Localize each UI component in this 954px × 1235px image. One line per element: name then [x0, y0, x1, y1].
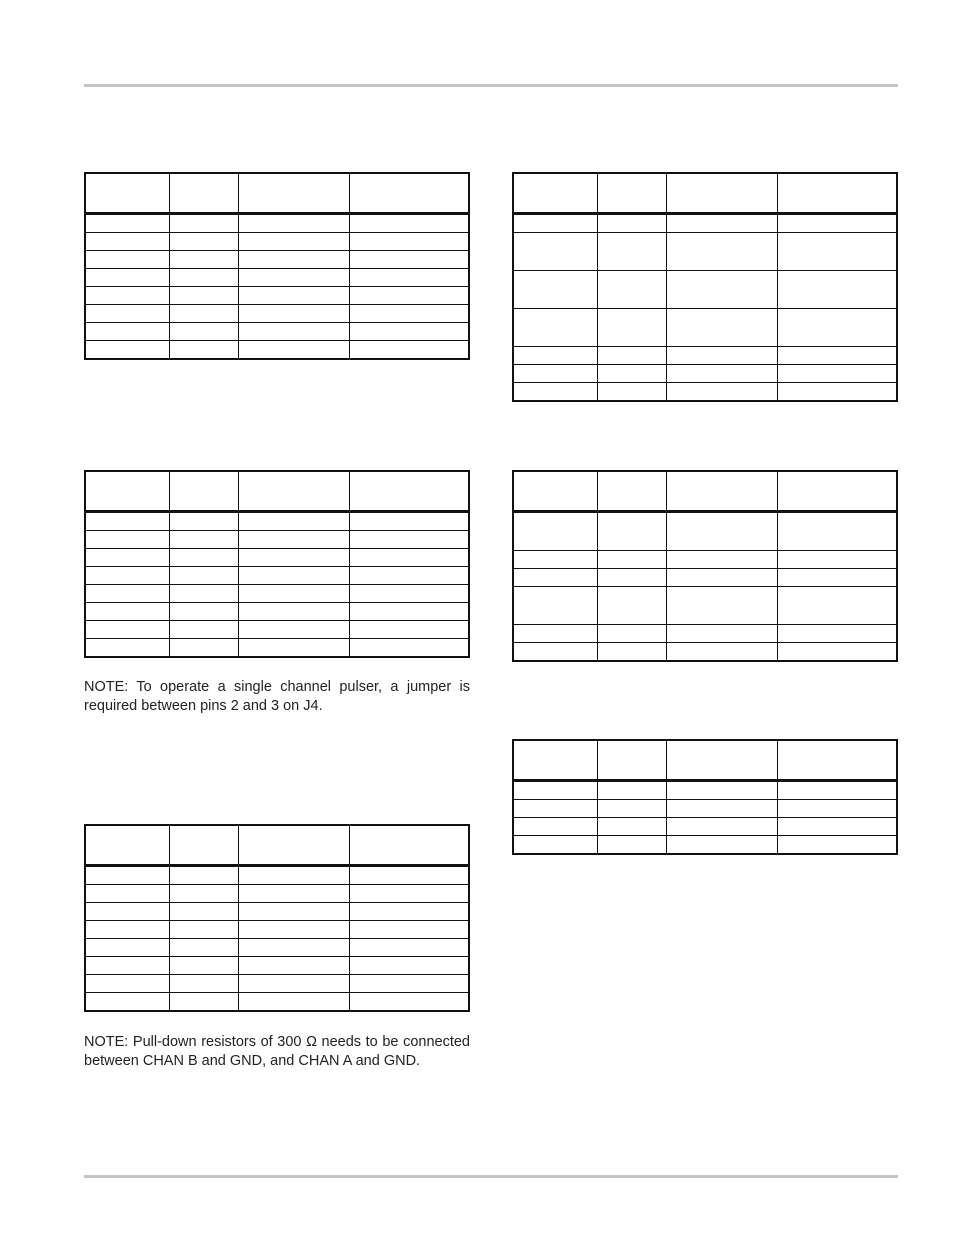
- pin-table-left-1: [84, 172, 470, 360]
- pin-table-right-2: [512, 470, 898, 662]
- header-rule: [84, 84, 898, 87]
- pin-table-left-3: [84, 824, 470, 1012]
- pin-table-right-1: [512, 172, 898, 402]
- pin-table-left-2: [84, 470, 470, 658]
- note-jumper: NOTE: To operate a single channel pulser, a jumper is required between pins 2 and 3 on J4.: [84, 679, 470, 714]
- pin-table-right-3: [512, 739, 898, 855]
- note-pulldown: NOTE: Pull-down resistors of 300 Ω needs to be connected between CHAN B and GND, and CHAN A and GND.: [84, 1034, 470, 1069]
- footer-rule: [84, 1175, 898, 1178]
